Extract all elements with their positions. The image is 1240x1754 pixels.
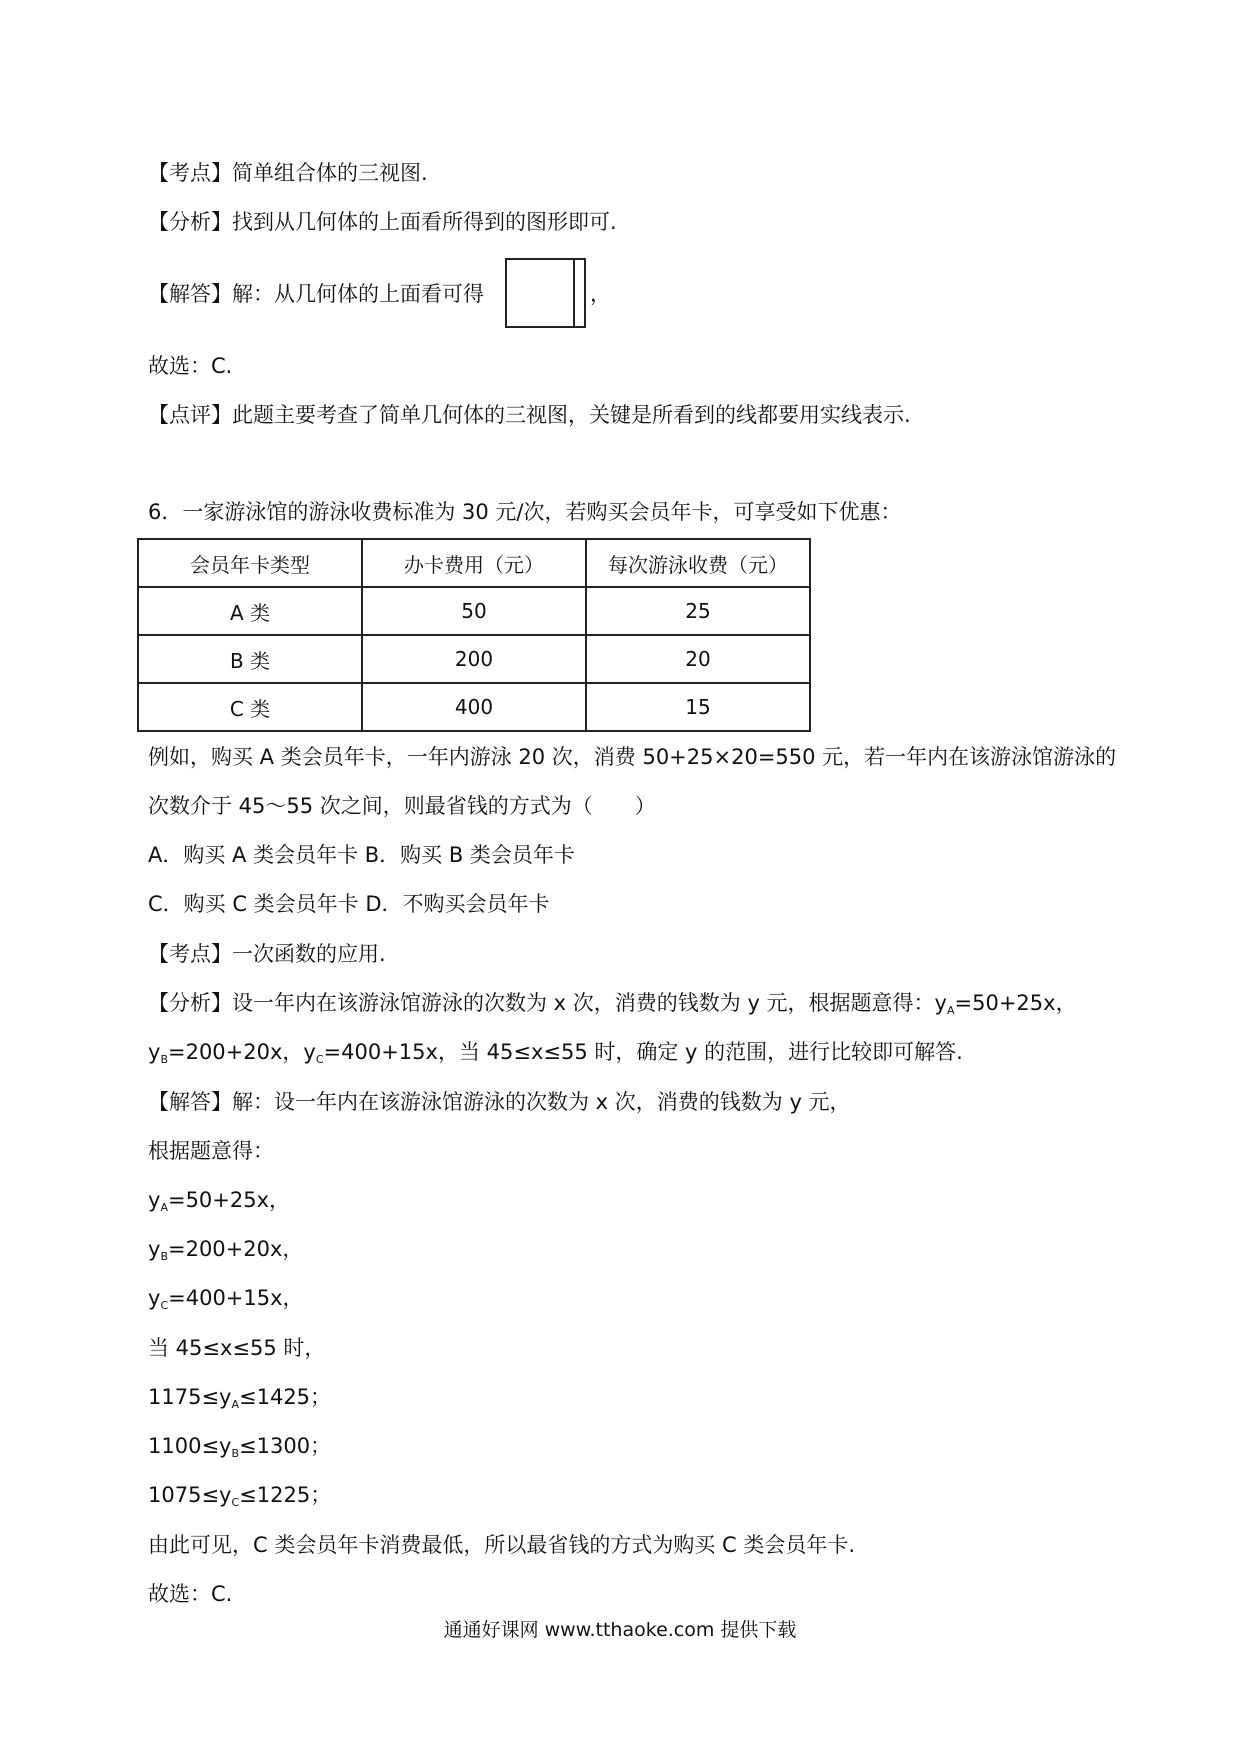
subscript: A — [160, 1201, 168, 1214]
range-b — [148, 1431, 331, 1469]
q6-example-line2: 次数介于 45～55 次之间，则最省钱的方式为（ ） — [148, 794, 656, 818]
range-a — [148, 1382, 331, 1420]
q6-kaodian: 【考点】一次函数的应用. — [148, 942, 386, 966]
top-view-figure — [505, 258, 586, 328]
text: =200+20x， — [167, 1237, 304, 1261]
table-row — [138, 635, 810, 683]
subscript: C — [160, 1299, 169, 1312]
text: 1175≤y — [148, 1385, 232, 1409]
q6-options-cd: C．购买 C 类会员年卡 D．不购买会员年卡 — [148, 892, 550, 916]
prev-dianping: 【点评】此题主要考查了简单几何体的三视图，关键是所看到的线都要用实线表示. — [148, 403, 911, 427]
text: =50+25x， — [954, 991, 1077, 1015]
text: =400+15x，当 45≤x≤55 时，确定 y 的范围，进行比较即可解答. — [323, 1040, 963, 1064]
text: y — [148, 1237, 161, 1261]
table-cell: 200 — [362, 635, 586, 683]
subscript: C — [231, 1496, 240, 1509]
prev-jieda-text: 【解答】解：从几何体的上面看可得 — [148, 282, 484, 306]
eq-a — [148, 1185, 290, 1223]
subscript: B — [160, 1053, 168, 1066]
q6-dang: 当 45≤x≤55 时， — [148, 1336, 326, 1360]
table-header-cell: 每次游泳收费（元） — [586, 539, 810, 587]
prev-fenxi: 【分析】找到从几何体的上面看所得到的图形即可. — [148, 210, 617, 234]
text: ≤1425； — [239, 1385, 332, 1409]
q6-fenxi-line2 — [148, 1037, 963, 1075]
table-cell: 25 — [586, 587, 810, 635]
subscript: C — [315, 1053, 324, 1066]
q6-jieda: 【解答】解：设一年内在该游泳馆游泳的次数为 x 次，消费的钱数为 y 元， — [148, 1090, 851, 1114]
table-cell: A 类 — [138, 587, 362, 635]
text: =400+15x， — [168, 1286, 304, 1310]
text: =200+20x，y — [167, 1040, 316, 1064]
text: y — [148, 1188, 161, 1212]
eq-b — [148, 1234, 303, 1272]
q6-stem: 6．一家游泳馆的游泳收费标准为 30 元/次，若购买会员年卡，可享受如下优惠： — [148, 500, 902, 524]
text: ≤1300； — [239, 1434, 332, 1458]
table-cell: C 类 — [138, 683, 362, 731]
text: =50+25x， — [167, 1188, 291, 1212]
text: y — [148, 1040, 161, 1064]
q6-genju: 根据题意得： — [148, 1139, 274, 1163]
table-cell: 20 — [586, 635, 810, 683]
q6-conclusion: 由此可见，C 类会员年卡消费最低，所以最省钱的方式为购买 C 类会员年卡. — [148, 1533, 856, 1557]
prev-jieda-suffix: ， — [590, 282, 611, 306]
page-footer: 通通好课网 www.tthaoke.com 提供下载 — [443, 1619, 797, 1641]
prev-jieda — [148, 279, 484, 309]
table-header-row — [138, 539, 810, 587]
prev-guxuan: 故选：C. — [148, 354, 233, 378]
text: ≤1225； — [239, 1483, 332, 1507]
table-row — [138, 587, 810, 635]
text: 1075≤y — [148, 1483, 232, 1507]
table-header-cell: 会员年卡类型 — [138, 539, 362, 587]
eq-c — [148, 1283, 304, 1321]
table-cell: B 类 — [138, 635, 362, 683]
q6-options-ab: A．购买 A 类会员年卡 B．购买 B 类会员年卡 — [148, 843, 575, 867]
text: 1100≤y — [148, 1434, 232, 1458]
prev-kaodian: 【考点】简单组合体的三视图. — [148, 161, 428, 185]
top-view-inner-line — [573, 260, 575, 326]
subscript: B — [231, 1447, 240, 1460]
subscript: A — [231, 1398, 239, 1411]
q6-guxuan: 故选：C. — [148, 1582, 233, 1606]
text: y — [148, 1286, 161, 1310]
table-header-cell: 办卡费用（元） — [362, 539, 586, 587]
table-cell: 50 — [362, 587, 586, 635]
fee-table — [137, 538, 811, 732]
text: 【分析】设一年内在该游泳馆游泳的次数为 x 次，消费的钱数为 y 元，根据题意得：y — [148, 991, 947, 1015]
table-cell: 400 — [362, 683, 586, 731]
range-c — [148, 1480, 331, 1518]
table-cell: 15 — [586, 683, 810, 731]
table-row — [138, 683, 810, 731]
q6-fenxi-line1 — [148, 988, 1077, 1026]
subscript: A — [946, 1004, 955, 1017]
subscript: B — [160, 1250, 168, 1263]
q6-example-line1: 例如，购买 A 类会员年卡，一年内游泳 20 次，消费 50+25×20=550 元，若一年内在该游泳馆游泳的 — [148, 745, 1117, 769]
